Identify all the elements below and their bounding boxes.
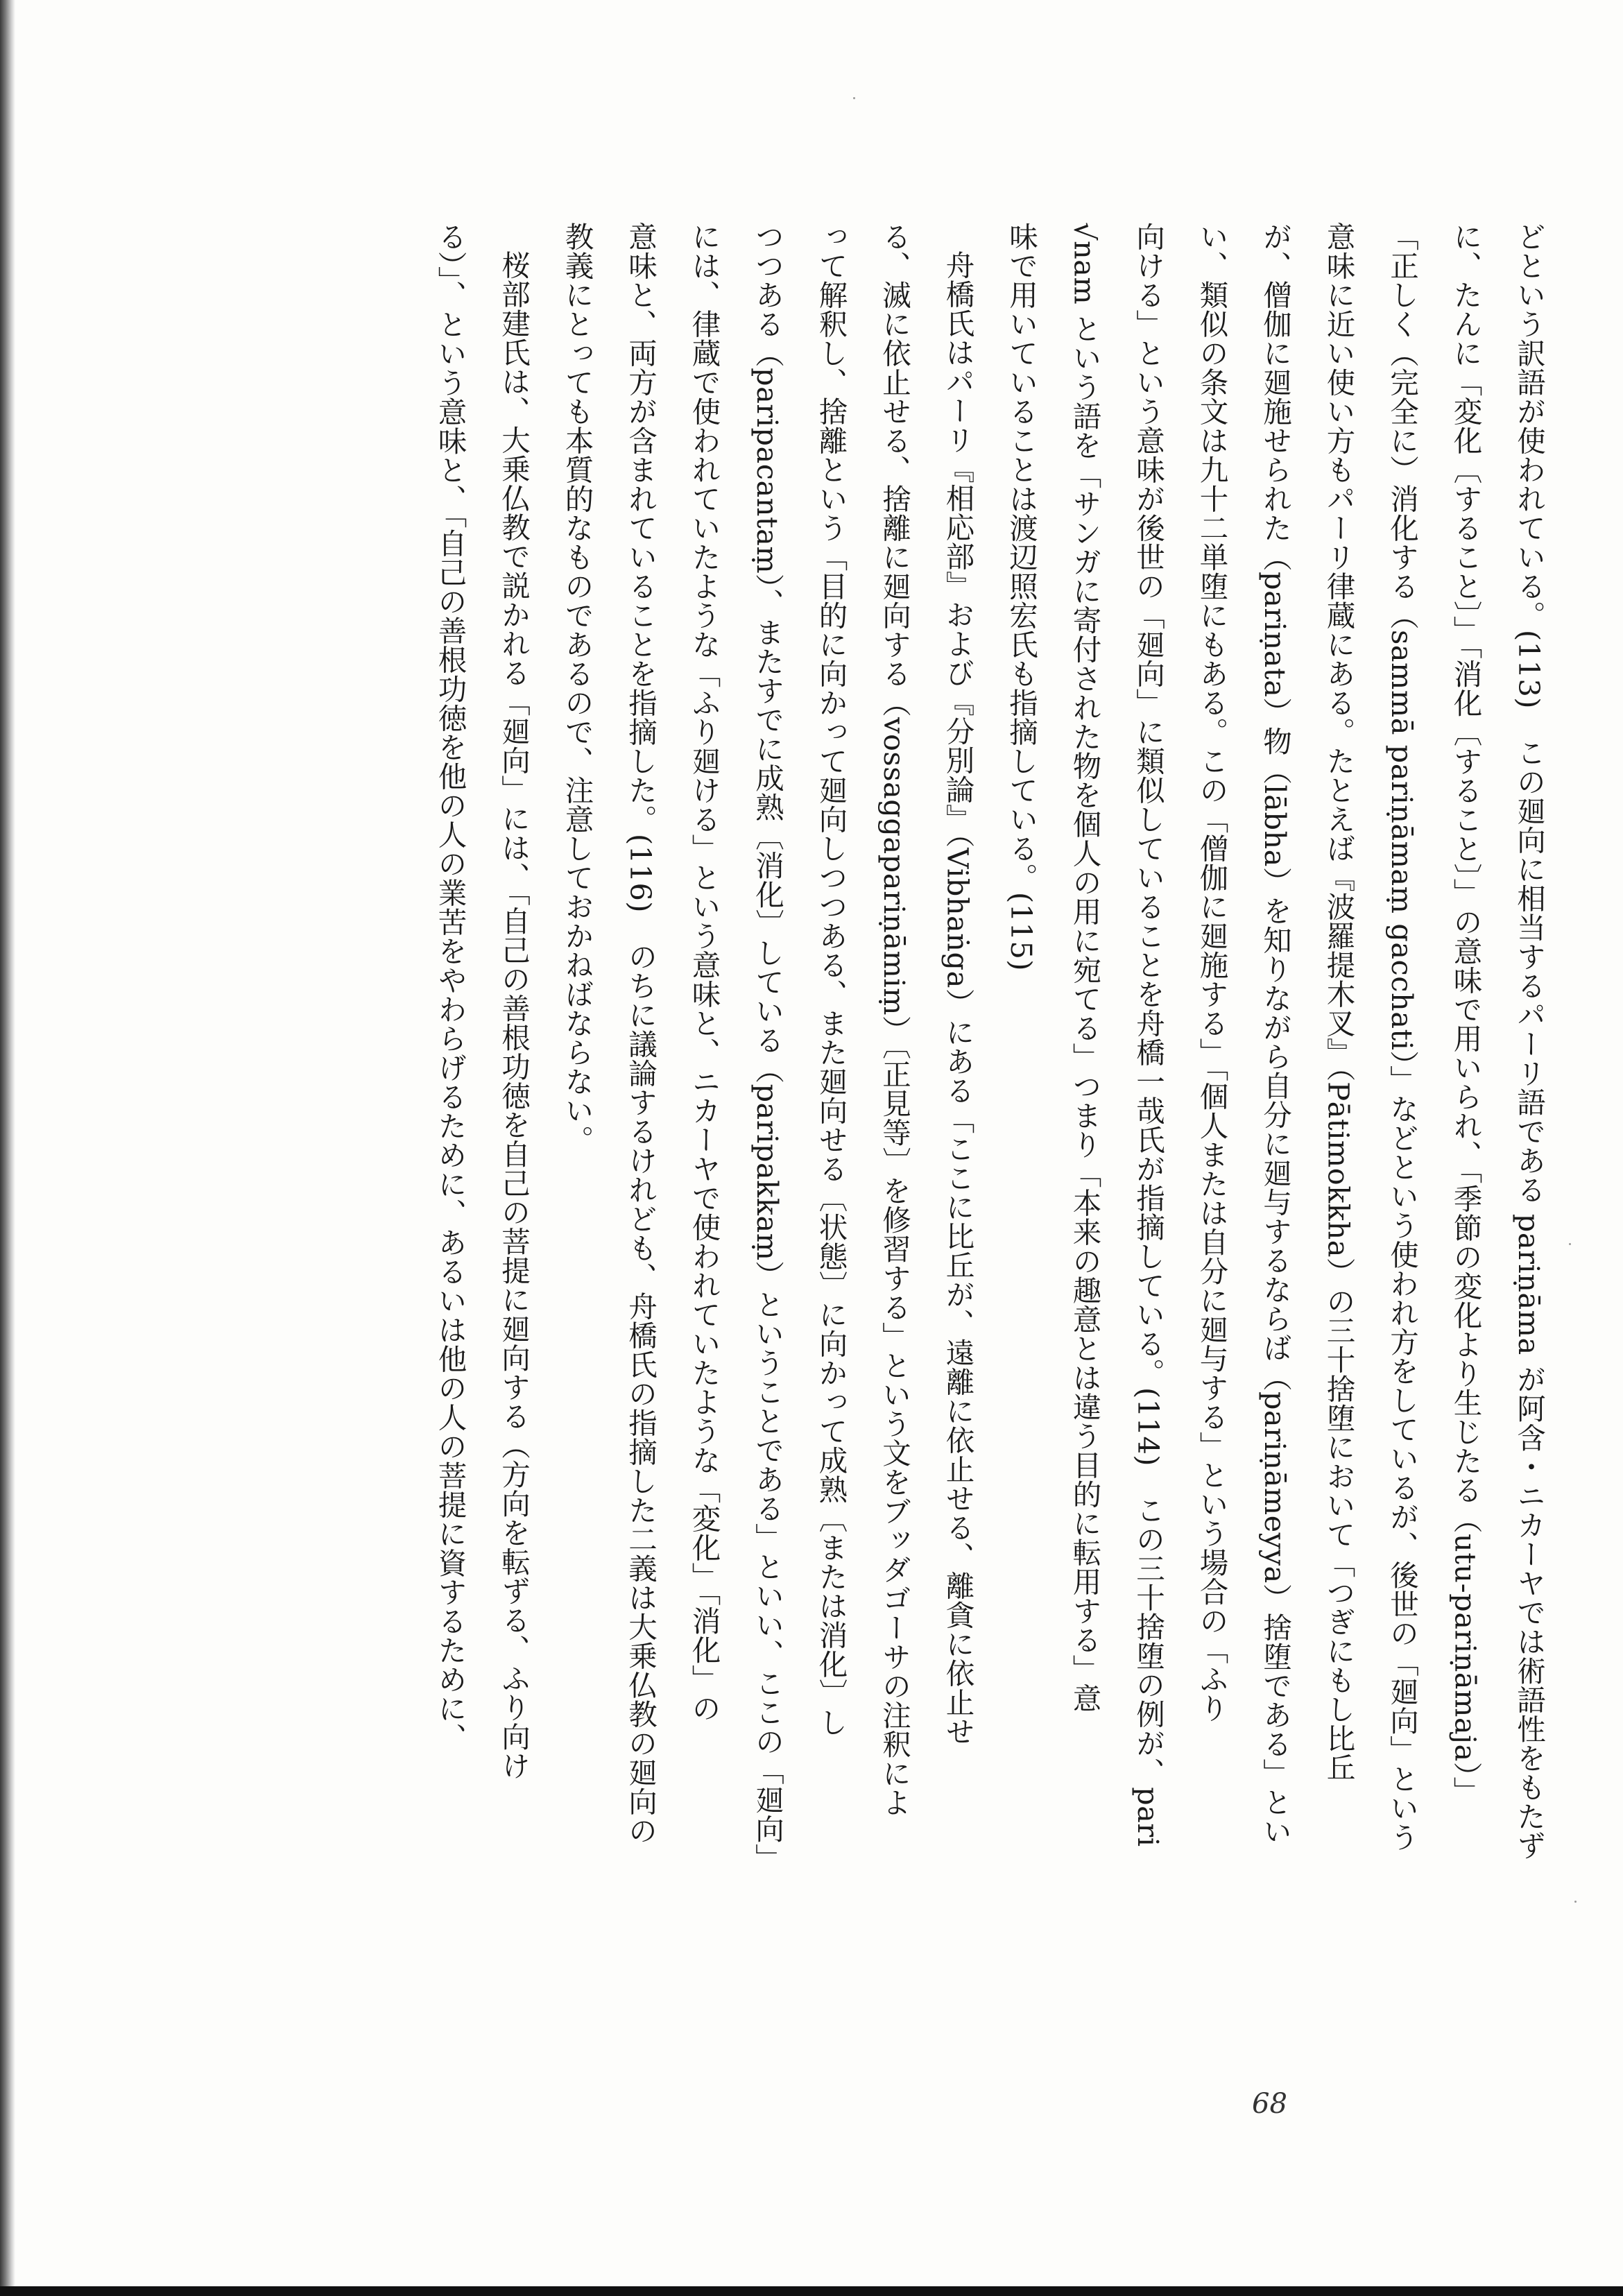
text-line: る）」、という意味と、「自己の善根功徳を他の人の業苦をやわらげるために、あるいは他の人の菩提に資するために、 <box>433 222 467 1752</box>
binding-shadow <box>0 0 15 2296</box>
text-line: 教義にとっても本質的なものであるので、注意しておかねばならない。 <box>560 222 594 1154</box>
text-line: 桜部建氏は、大乗仏教で説かれる「廻向」には、「自己の善根功徳を自己の菩提に廻向する（方向を転ずる、ふり向け <box>497 250 531 1781</box>
text-line: つつある（paripacantaṃ）、またすでに成熟〔消化〕している（paripakkaṃ）ということである」といい、ここの「廻向」 <box>750 222 784 1873</box>
scan-speck <box>1574 1901 1577 1903</box>
text-line: る、滅に依止せる、捨離に廻向する（vossaggapariṇāmiṃ）〔正見等〕を修習する」という文をブッダゴーサの注釈によ <box>877 222 911 1817</box>
text-line: 舟橋氏はパーリ『相応部』および『分別論』（Vibhaṅga）にある「ここに比丘が、遠離に依止せる、離貪に依止せ <box>941 250 975 1746</box>
text-line: って解釈し、捨離という「目的に向かって廻向しつつある、また廻向せる〔状態〕に向かって成熟〔または消化〕し <box>814 222 848 1737</box>
text-line: が、僧伽に廻施せられた（pariṇata）物（lābha）を知りながら自分に廻与するならば（pariṇāmeyya）捨堕である」とい <box>1258 222 1292 1846</box>
text-line: い、類似の条文は九十二単堕にもある。この「僧伽に廻施する」「個人または自分に廻与する」という場合の「ふり <box>1194 222 1229 1723</box>
page-bottom-edge <box>0 2286 1623 2296</box>
scan-speck <box>1569 1243 1571 1245</box>
page-number: 68 <box>1252 2088 1287 2120</box>
text-line: どという訳語が使われている。(113) この廻向に相当するパーリ語である pariṇāma が阿含・ニカーヤでは術語性をもたず <box>1512 222 1546 1860</box>
text-line: に、たんに「変化〔すること〕」「消化〔すること〕」の意味で用いられ、「季節の変化より生じたる（utu-pariṇāmaja）」 <box>1448 222 1483 1806</box>
text-line: 「正しく（完全に）消化する（sammā pariṇāmaṃ gacchati）」などという使われ方をしているが、後世の「廻向」という <box>1385 222 1419 1852</box>
text-line: 味で用いていることは渡辺照宏氏も指摘している。(115) <box>1004 222 1038 972</box>
text-line: 意味と、両方が含まれていることを指摘した。(116) のちに議論するけれども、舟橋氏の指摘した二義は大乗仏教の廻向の <box>624 222 658 1846</box>
vertical-text-body <box>187 222 1561 2039</box>
text-line: 向ける」という意味が後世の「廻向」に類似していることを舟橋一哉氏が指摘している。(114) この三十捨堕の例が、pari <box>1131 222 1165 1847</box>
scan-speck <box>853 97 855 99</box>
text-line: 意味に近い使い方もパーリ律蔵にある。たとえば『波羅提木叉』（Pātimokkha）の三十捨堕において「つぎにもし比丘 <box>1321 222 1356 1782</box>
text-line: には、律蔵で使われていたような「ふり廻ける」という意味と、ニカーヤで使われていたような「変化」「消化」の <box>687 222 721 1723</box>
text-line: √nam という語を「サンガに寄付された物を個人の用に宛てる」つまり「本来の趣意とは違う目的に転用する」意 <box>1067 222 1102 1713</box>
